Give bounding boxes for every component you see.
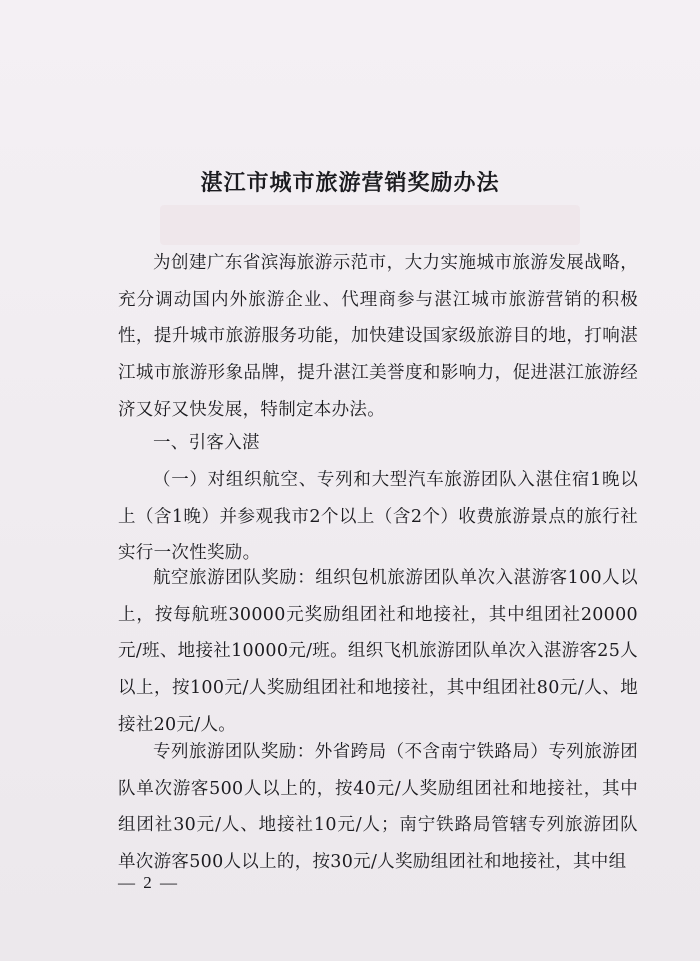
section-heading-1: 一、引客入湛 [153,433,260,453]
paragraph-air-tour-reward: 航空旅游团队奖励：组织包机旅游团队单次入湛游客100人以上，按每航班30000元奖励组团社和地接社，其中组团社20000元/班、地接社10000元/班。组织飞机旅游团队单次入湛游客25人以上，按100元/人奖励组团社和地接社，其中组团社80元/人、地接社20元/人。 [118,568,638,735]
paragraph-train-tour-reward: 专列旅游团队奖励：外省跨局（不含南宁铁路局）专列旅游团队单次游客500人以上的，按40元/人奖励组团社和地接社，其中组团社30元/人、地接社10元/人；南宁铁路局管辖专列旅游团队单次游客500人以上的，按30元/人奖励组团社和地接社，其中组 [118,742,638,873]
paragraph-clause-1: （一）对组织航空、专列和大型汽车旅游团队入湛住宿1晚以上（含1晚）并参观我市2个以上（含2个）收费旅游景点的旅行社实行一次性奖励。 [118,470,638,564]
document-title: 湛江市城市旅游营销奖励办法 [200,170,500,196]
paragraph-intro: 为创建广东省滨海旅游示范市，大力实施城市旅游发展战略，充分调动国内外旅游企业、代理商参与湛江城市旅游营销的积极性，提升城市旅游服务功能，加快建设国家级旅游目的地，打响湛江城市旅游形象品牌，提升湛江美誉度和影响力，促进湛江旅游经济又好又快发展，特制定本办法。 [118,253,638,420]
page-number: — 2 — [118,873,179,892]
